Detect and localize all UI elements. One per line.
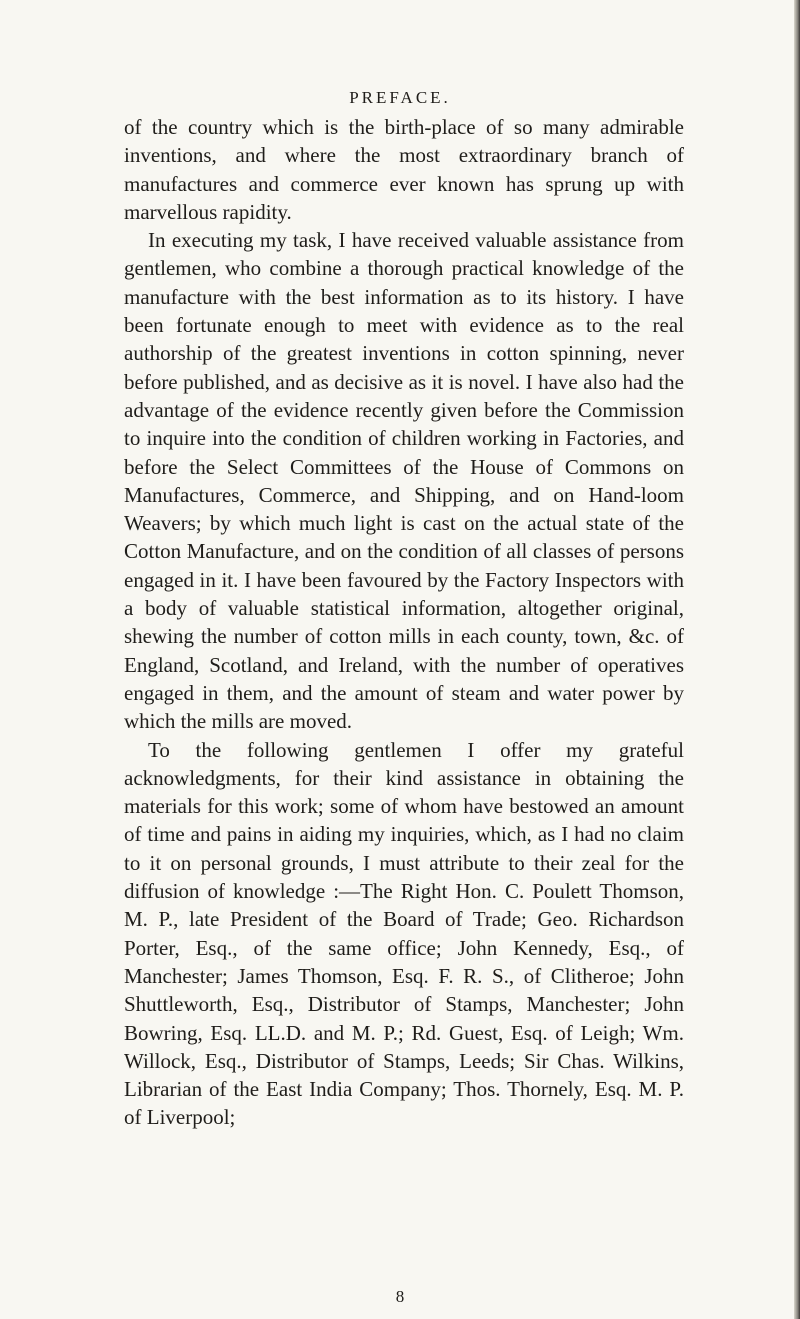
running-title: PREFACE. (349, 88, 451, 107)
paragraph-acknowledgments: To the following gentlemen I offer my grateful acknowledgments, for their kind assistance in obtaining the materials for this work; some of whom have bestowed an amount of time and pains in aiding my inquiries, which, as I had no claim to it on personal grounds, I must attribute to their zeal for the diffusion of knowledge :—The Right Hon. C. Poulett Thomson, M. P., late President of the Board of Trade; Geo. Richardson Porter, Esq., of the same office; John Kennedy, Esq., of Manchester; James Thomson, Esq. F. R. S., of Clitheroe; John Shuttleworth, Esq., Distributor of Stamps, Manchester; John Bowring, Esq. LL.D. and M. P.; Rd. Guest, Esq. of Leigh; Wm. Willock, Esq., Distributor of Stamps, Leeds; Sir Chas. Wilkins, Librarian of the East India Company; Thos. Thornely, Esq. M. P. of Liverpool; (124, 737, 684, 1130)
page-edge-shadow (794, 0, 800, 1319)
body-text (124, 113, 684, 1132)
paragraph-continuation: of the country which is the birth-place of so many admirable inventions, and where the most extraordinary branch of manufactures and commerce ever known has sprung up with marvellous rapidity. (124, 115, 684, 224)
paragraph-assistance: In executing my task, I have received valuable assistance from gentlemen, who combine a thorough practical knowledge of the manufacture with the best information as to its history. I have been fortunate enough to meet with evidence as to the real authorship of the greatest inventions in cotton spinning, never before published, and as decisive as it is novel. I have also had the advantage of the evidence recently given before the Commission to inquire into the condition of children working in Factories, and before the Select Committees of the House of Commons on Manufactures, Commerce, and Shipping, and on Hand-loom Weavers; by which much light is cast on the actual state of the Cotton Manufacture, and on the condition of all classes of persons engaged in it. I have been favoured by the Factory Inspectors with a body of valuable statistical information, altogether original, shewing the number of cotton mills in each county, town, &c. of England, Scotland, and Ireland, with the number of operatives engaged in them, and the amount of steam and water power by which the mills are moved. (124, 228, 684, 734)
signature-mark: 8 (395, 1287, 405, 1306)
